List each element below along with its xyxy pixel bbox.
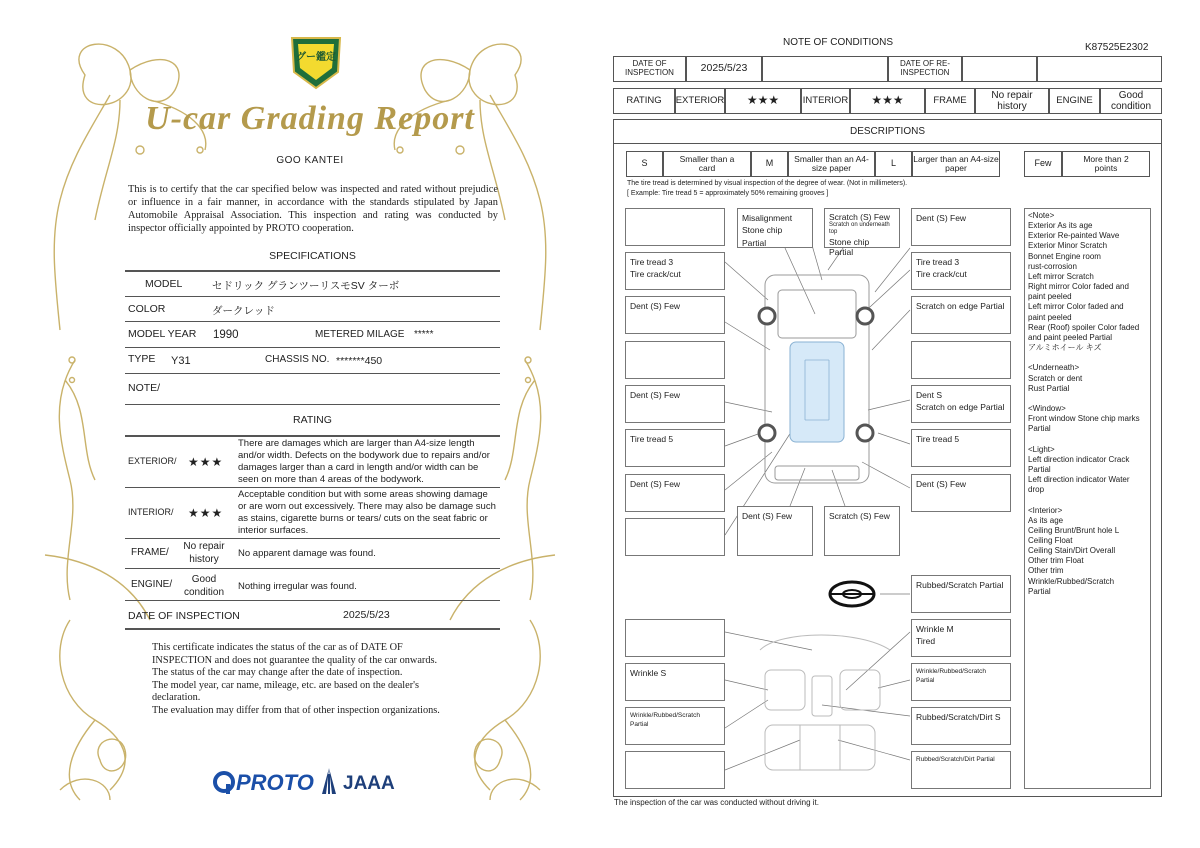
note-line: Left direction indicator Crack <box>1028 454 1130 464</box>
reinspection-label: DATE OF RE-INSPECTION <box>888 56 962 82</box>
condition-text: Stone chip Partial <box>829 236 870 257</box>
footer-line: The model year, car name, mileage, etc. are based on the dealer's <box>152 679 420 691</box>
note-line: Ceiling Float <box>1028 536 1073 545</box>
certify-text: This is to certify that the car specified below was inspected and rated without prejudice or influence in a fair manner, in accordance with the standards stipulated by Japan Automobile Appraisal Association. This inspection and rating was conducted by inspector officially appointed by PROTO cooperation. <box>128 184 498 234</box>
note-line: Partial <box>1028 424 1051 434</box>
condition-text: Wrinkle M <box>916 624 954 634</box>
condition-text: Dent S <box>916 390 942 400</box>
note-line: Partial <box>1028 586 1051 596</box>
condition-box <box>625 385 725 423</box>
condition-box <box>824 506 900 556</box>
chassis-label: CHASSIS NO. <box>265 354 330 365</box>
condition-box <box>911 385 1011 423</box>
divider <box>125 568 500 569</box>
date-inspection-label: DATE OF INSPECTION <box>613 56 686 82</box>
divider <box>125 435 500 437</box>
proto-logo-icon <box>212 770 236 796</box>
condition-text: Scratch on edge Partial <box>916 402 1005 413</box>
condition-text: Dent (S) Few <box>742 511 793 521</box>
proto-logo: PROTO <box>236 770 314 795</box>
note-line: paint peeled <box>1028 312 1072 322</box>
condition-box <box>911 252 1011 290</box>
note-line: Rear (Roof) spoiler Color faded <box>1028 322 1140 332</box>
note-line: Right mirror Color faded and <box>1028 282 1129 292</box>
condition-box-blank <box>625 751 725 789</box>
footer-line: The evaluation may differ from that of other inspection organizations. <box>152 704 440 716</box>
condition-text: Tire crack/cut <box>916 269 967 280</box>
condition-text: Tire tread 5 <box>916 434 960 444</box>
tread-note: The tire tread is determined by visual inspection of the degree of wear. (Not in millimeters). <box>627 180 908 187</box>
condition-box <box>625 252 725 290</box>
condition-text: Tire tread 3 <box>916 257 960 267</box>
divider <box>125 347 500 348</box>
page-title: U-car Grading Report <box>145 100 475 137</box>
divider <box>125 270 500 272</box>
interior-stars: ★★★ <box>188 506 224 520</box>
model-year-value: 1990 <box>213 329 239 341</box>
footer-notice <box>152 642 482 718</box>
metered-label: METERED MILAGE <box>315 329 405 340</box>
condition-text: Wrinkle/Rubbed/Scratch Partial <box>916 668 986 685</box>
model-year-label: MODEL YEAR <box>128 328 197 340</box>
condition-box <box>625 296 725 334</box>
condition-text: Dent (S) Few <box>630 390 681 400</box>
note-line: Other trim Float <box>1028 556 1084 566</box>
condition-text: Misalignment <box>742 213 793 223</box>
note-line: paint peeled <box>1028 292 1072 302</box>
descriptions-title: DESCRIPTIONS <box>849 126 925 137</box>
exterior-label: EXTERIOR/ <box>128 456 177 466</box>
condition-box-blank <box>625 341 725 379</box>
note-of-conditions <box>600 0 1200 848</box>
condition-text: Dent (S) Few <box>630 301 681 311</box>
note-line: Exterior As its age <box>1028 221 1093 231</box>
legend-code-m: M <box>751 151 788 177</box>
footer-line: This certificate indicates the status of the car as of DATE OF <box>152 642 403 653</box>
note-line: rust-corrosion <box>1028 261 1077 271</box>
condition-box <box>625 663 725 701</box>
note-line: Other trim <box>1028 566 1064 576</box>
condition-box <box>911 575 1011 613</box>
specifications-title: SPECIFICATIONS <box>269 250 356 262</box>
divider <box>125 321 500 322</box>
condition-text: Scratch (S) Few <box>829 511 890 521</box>
rating-title: RATING <box>293 414 332 426</box>
date-label: DATE OF INSPECTION <box>128 610 240 622</box>
footer-line: The status of the car may change after the date of inspection. <box>152 667 403 679</box>
footer-line: declaration. <box>152 692 201 704</box>
condition-box-blank <box>911 341 1011 379</box>
condition-text: Dent (S) Few <box>630 479 681 489</box>
divider <box>125 600 500 601</box>
condition-text: Wrinkle/Rubbed/Scratch Partial <box>630 712 700 729</box>
condition-text: Tired <box>916 636 936 647</box>
frame-label: FRAME/ <box>131 547 169 558</box>
legend-desc-l: Larger than an A4-size paper <box>912 151 1000 177</box>
divider <box>125 404 500 405</box>
note-line: and paint peeled Partial <box>1028 332 1113 342</box>
note-line: Scratch or dent <box>1028 373 1083 383</box>
condition-text: Dent (S) Few <box>916 213 967 223</box>
date-inspection-value: 2025/5/23 <box>686 56 762 82</box>
condition-box <box>911 429 1011 467</box>
report-id: K87525E2302 <box>1085 42 1149 53</box>
condition-box-blank <box>625 208 725 246</box>
note-line: Exterior Minor Scratch <box>1028 241 1108 251</box>
model-label: MODEL <box>145 278 183 290</box>
note-line: <Interior> <box>1028 505 1063 515</box>
condition-text: Scratch on underneath top <box>829 222 890 236</box>
badge-text: グー鑑定 <box>296 52 336 63</box>
engine-value: Good condition <box>183 574 225 598</box>
model-value: セドリック グランツーリスモSV ターボ <box>212 280 400 292</box>
date-value: 2025/5/23 <box>343 609 390 621</box>
condition-box <box>824 208 900 257</box>
condition-box <box>737 208 813 248</box>
condition-text: Dent (S) Few <box>916 479 967 489</box>
note-line <box>1028 495 1147 505</box>
rating-label: RATING <box>613 88 675 114</box>
note-label: NOTE/ <box>128 382 161 394</box>
condition-text: Scratch on edge Partial <box>916 301 1005 311</box>
condition-box <box>911 619 1011 657</box>
chassis-value: *******450 <box>336 355 383 367</box>
note-line: Bonnet Engine room <box>1028 251 1101 261</box>
exterior-desc: There are damages which are larger than A4-size length and/or width. Defects on the bodywork due to repairs and/or damages larger than a card in length and/or width can be seen on more than 4 areas of the bodywork. <box>238 438 490 485</box>
note-line: Front window Stone chip marks <box>1028 414 1140 424</box>
note-line: Left direction indicator Water <box>1028 475 1130 485</box>
exterior-label: EXTERIOR <box>675 88 725 114</box>
interior-label: INTERIOR/ <box>128 507 174 517</box>
footer-line: INSPECTION and does not guarantee the quality of the car onwards. <box>152 654 438 666</box>
note-line: Ceiling Stain/Dirt Overall <box>1028 546 1116 556</box>
jaaa-logo-icon <box>318 768 340 796</box>
note-line: Left mirror Scratch <box>1028 271 1094 281</box>
metered-value: ***** <box>414 329 434 340</box>
condition-box <box>625 429 725 467</box>
notes-panel <box>1024 208 1151 789</box>
condition-text: Rubbed/Scratch/Dirt Partial <box>916 756 995 763</box>
interior-label: INTERIOR <box>801 88 850 114</box>
engine-value: Good condition <box>1100 88 1162 114</box>
engine-label: ENGINE/ <box>131 579 173 590</box>
condition-text: Tire tread 3 <box>630 257 674 267</box>
frame-value: No repair history <box>975 88 1049 114</box>
exterior-stars: ★★★ <box>188 455 224 469</box>
jaaa-logo: JAAA <box>343 773 395 794</box>
condition-text: Rubbed/Scratch/Dirt S <box>916 712 1001 722</box>
note-line: <Underneath> <box>1028 363 1080 373</box>
note-line: Left mirror Color faded and <box>1028 302 1124 312</box>
divider <box>125 538 500 539</box>
divider <box>125 487 500 488</box>
note-line: As its age <box>1028 515 1064 525</box>
condition-box <box>625 707 725 745</box>
interior-stars: ★★★ <box>850 88 925 114</box>
engine-desc: Nothing irregular was found. <box>238 581 357 592</box>
condition-text: Stone chip Partial <box>742 225 783 248</box>
legend-code-l: L <box>875 151 912 177</box>
condition-text: Tire tread 5 <box>630 434 674 444</box>
page-subtitle: GOO KANTEI <box>276 155 344 166</box>
condition-box <box>737 506 813 556</box>
legend-desc-few: More than 2 points <box>1062 151 1150 177</box>
frame-value: No repair history <box>183 541 225 565</box>
condition-box <box>625 474 725 512</box>
legend-code-s: S <box>626 151 663 177</box>
engine-label: ENGINE <box>1049 88 1100 114</box>
frame-desc: No apparent damage was found. <box>238 548 376 559</box>
note-line <box>1028 394 1147 404</box>
condition-text: Rubbed/Scratch Partial <box>916 580 1004 590</box>
note-line <box>1028 434 1147 444</box>
note-line: Wrinkle/Rubbed/Scratch <box>1028 576 1115 586</box>
divider <box>125 296 500 297</box>
note-line: <Window> <box>1028 403 1066 413</box>
interior-desc: Acceptable condition but with some areas showing damage or are worn out excessively. There may also be damage such as stains, cigarette burns or tears/ cuts on the seat fabric or interior surfaces. <box>238 489 496 536</box>
tread-example: [ Example: Tire tread 5 = approximately 50% remaining grooves ] <box>627 190 829 197</box>
note-line: Partial <box>1028 464 1051 474</box>
note-line: アルミホイール キズ <box>1028 343 1102 353</box>
note-line: <Light> <box>1028 444 1055 454</box>
inspection-footer: The inspection of the car was conducted without driving it. <box>614 798 819 807</box>
condition-text: Wrinkle S <box>630 668 667 678</box>
conditions-heading: NOTE OF CONDITIONS <box>783 37 893 48</box>
divider <box>125 628 500 630</box>
color-value: ダークレッド <box>212 305 275 317</box>
note-line: Rust Partial <box>1028 383 1070 393</box>
condition-box-blank <box>625 518 725 556</box>
condition-box <box>911 663 1011 701</box>
note-line: Ceiling Brunt/Brunt hole L <box>1028 525 1120 535</box>
type-label: TYPE <box>128 353 156 365</box>
legend-desc-s: Smaller than a card <box>663 151 751 177</box>
condition-box <box>911 208 1011 246</box>
condition-box <box>911 474 1011 512</box>
exterior-stars: ★★★ <box>725 88 801 114</box>
condition-box <box>911 707 1011 745</box>
legend-desc-m: Smaller than an A4-size paper <box>788 151 875 177</box>
condition-box <box>911 296 1011 334</box>
note-line: <Note> <box>1028 211 1055 220</box>
divider <box>125 373 500 374</box>
type-value: Y31 <box>171 355 191 367</box>
color-label: COLOR <box>128 303 166 315</box>
frame-label: FRAME <box>925 88 975 114</box>
note-line: drop <box>1028 485 1045 495</box>
condition-box <box>911 751 1011 789</box>
note-line: Exterior Re-painted Wave <box>1028 231 1120 241</box>
condition-box-blank <box>625 619 725 657</box>
note-line <box>1028 353 1147 363</box>
legend-code-few: Few <box>1024 151 1062 177</box>
condition-text: Tire crack/cut <box>630 269 681 280</box>
condition-text: Scratch (S) Few <box>829 212 890 222</box>
